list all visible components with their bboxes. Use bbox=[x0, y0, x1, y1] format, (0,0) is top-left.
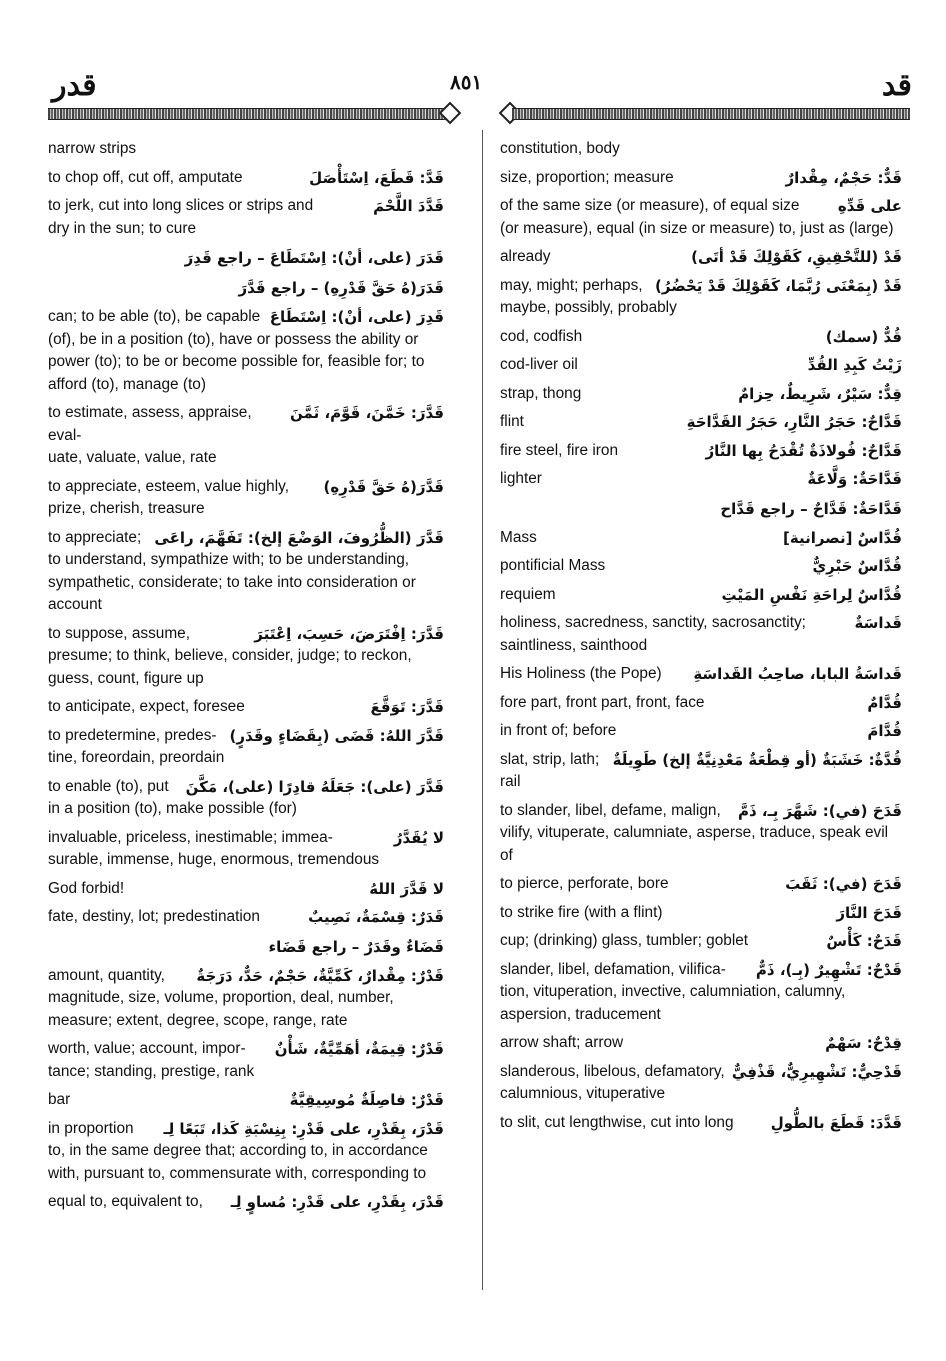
dictionary-entry bbox=[500, 584, 902, 607]
dictionary-entry bbox=[48, 1118, 444, 1141]
entry-english: of the same size (or measure), of equal size bbox=[500, 197, 800, 214]
dictionary-entry bbox=[500, 902, 902, 925]
dictionary-entry bbox=[48, 167, 444, 190]
entry-continuation: calumnious, vituperative bbox=[500, 1085, 666, 1102]
entry-english: to jerk, cut into long slices or strips and bbox=[48, 197, 314, 214]
dictionary-entry bbox=[500, 555, 902, 578]
entry-arabic: على قَدِّهِ bbox=[837, 197, 902, 215]
entry-english: can; to be able (to), be capable bbox=[48, 308, 261, 325]
dictionary-entry bbox=[48, 138, 444, 161]
entry-english: slat, strip, lath; rail bbox=[500, 750, 600, 790]
entry-arabic: قَدَّاحَةٌ: وَلَّاعَةٌ bbox=[807, 470, 902, 488]
dictionary-entry bbox=[500, 612, 902, 635]
entry-english: Mass bbox=[500, 528, 537, 546]
entry-english: arrow shaft; arrow bbox=[500, 1034, 624, 1051]
dictionary-entry bbox=[500, 720, 902, 743]
entry-arabic: قَدْ (بِمَعْنَى رُبَّمَا، كَقَوْلِكَ قَدْ يَحْضُرُ) bbox=[655, 276, 902, 295]
dictionary-entry bbox=[48, 527, 444, 550]
entry-arabic: قَداسَةٌ bbox=[854, 614, 902, 632]
entry-english: to slit, cut lengthwise, cut into long bbox=[500, 1113, 734, 1131]
dictionary-entry bbox=[48, 696, 444, 719]
dictionary-entry bbox=[500, 800, 902, 823]
entry-arabic: زَيْتُ كَبِدِ القُدِّ bbox=[807, 356, 902, 374]
entry-arabic: قُدَّامٌ bbox=[867, 693, 902, 712]
dictionary-entry bbox=[500, 959, 902, 982]
column-divider bbox=[482, 130, 483, 1290]
entry-english: fate, destiny, lot; predestination bbox=[48, 908, 260, 925]
entry-english: cod, codfish bbox=[500, 327, 583, 345]
dictionary-entry bbox=[500, 354, 902, 377]
entry-arabic: قَدٌّ: حَجْمٌ، مِقْدارٌ bbox=[785, 168, 902, 187]
header-ornament-right bbox=[512, 108, 910, 120]
entry-english: to appreciate; bbox=[48, 528, 142, 546]
entry-arabic: قُدَّامَ bbox=[867, 722, 902, 740]
header-right-word: قد bbox=[881, 69, 912, 102]
entry-arabic: قَدْرَ، بِقَدْرِ، على قَدْرِ: مُساوٍ لِـ bbox=[230, 1193, 444, 1211]
entry-english: amount, quantity, bbox=[48, 966, 165, 984]
entry-english: to predetermine, predes- bbox=[48, 726, 217, 744]
dictionary-entry bbox=[48, 906, 444, 929]
entry-arabic: قَدْحٌ: تَشْهِيرٌ (بِـ)، ذَمٌّ bbox=[755, 960, 902, 979]
dictionary-entry bbox=[500, 383, 902, 406]
entry-english: to anticipate, expect, foresee bbox=[48, 698, 245, 715]
entry-english: to pierce, perforate, bore bbox=[500, 875, 669, 892]
entry-arabic: قَدْ (للتَّحْقِيقِ، كَقَوْلِكَ قَدْ أتَى) bbox=[691, 248, 902, 266]
dictionary-entry bbox=[500, 411, 902, 434]
entry-english: slander, libel, defamation, vilifica- bbox=[500, 960, 726, 978]
dictionary-entry bbox=[48, 1191, 444, 1214]
arabic-cross-reference: قَدَرَ (على، أنْ): اِسْتَطَاعَ – راجع قَدِرَ bbox=[184, 249, 444, 267]
entry-continuation: surable, immense, huge, enormous, tremendous bbox=[48, 851, 380, 868]
entry-english: to strike fire (with a flint) bbox=[500, 903, 663, 921]
dictionary-entry bbox=[48, 1089, 444, 1112]
entry-continuation: uate, valuate, value, rate bbox=[48, 449, 217, 466]
entry-continuation: prize, cherish, treasure bbox=[48, 500, 205, 517]
dictionary-entry bbox=[500, 275, 902, 298]
entry-english: strap, thong bbox=[500, 384, 582, 402]
dictionary-entry bbox=[500, 195, 902, 218]
entry-arabic: قَدَّرَ(هُ حَقَّ قَدْرِهِ) bbox=[323, 477, 444, 496]
dictionary-entry bbox=[500, 873, 902, 896]
entry-continuation: tance; standing, prestige, rank bbox=[48, 1062, 255, 1080]
dictionary-entry bbox=[500, 468, 902, 491]
entry-english: cup; (drinking) glass, tumbler; goblet bbox=[500, 932, 749, 949]
entry-continuation: constitution, body bbox=[500, 140, 620, 157]
entry-continuation: (of), be in a position (to), have or possess the ability or power (to); to be or become possible for, feasible for; to afford (to), manage (to) bbox=[48, 330, 425, 393]
entry-english: fore part, front part, front, face bbox=[500, 693, 705, 711]
entry-arabic: قَدَّدَ اللَّحْمَ bbox=[373, 197, 444, 215]
entry-continuation: tion, vituperation, invective, calumniation, calumny, aspersion, traducement bbox=[500, 983, 846, 1023]
dictionary-entry bbox=[500, 930, 902, 953]
entry-arabic: قَداسَةُ البابا، صاحِبُ القَداسَةِ bbox=[693, 665, 902, 683]
entry-arabic: قَدْرٌ: قِيمَةٌ، أهَمِّيَّةٌ، شَأْنٌ bbox=[274, 1040, 444, 1058]
entry-arabic: قَدَحٌ: كَأْسٌ bbox=[826, 932, 902, 950]
entry-arabic: قُدَّاسٌ حَبْرِيٌّ bbox=[812, 557, 902, 575]
entry-english: holiness, sacredness, sanctity, sacrosanctity; bbox=[500, 614, 806, 631]
dictionary-entry bbox=[500, 167, 902, 190]
dictionary-entry bbox=[500, 663, 902, 686]
entry-english: fire steel, fire iron bbox=[500, 441, 619, 459]
entry-arabic: قُدٌّ (سمك) bbox=[825, 327, 902, 346]
entry-english: size, proportion; measure bbox=[500, 168, 674, 186]
entry-arabic: قِدْحٌ: سَهْمٌ bbox=[825, 1034, 902, 1052]
dictionary-entry bbox=[500, 527, 902, 550]
entry-arabic: قَدَّرَ: خَمَّنَ، قَوَّمَ، ثَمَّنَ bbox=[290, 404, 444, 422]
entry-continuation: to, in the same degree that; according to, in accordance with, pursuant to, commensurate with, corresponding to bbox=[48, 1142, 428, 1182]
dictionary-entry bbox=[48, 402, 444, 447]
entry-arabic: قَدَحَ النَّارَ bbox=[836, 903, 902, 922]
entry-arabic: قُدَّاسٌ لِراحَةِ نَفْسِ المَيْتِ bbox=[721, 585, 902, 604]
entry-english: to enable (to), put bbox=[48, 777, 169, 795]
entry-arabic: قَدِرَ (على، أنْ): اِسْتَطَاعَ bbox=[269, 308, 444, 326]
entry-continuation: in a position (to), make possible (for) bbox=[48, 800, 297, 817]
entry-arabic: قَدَّدَ: قَطَعَ بالطُّولِ bbox=[770, 1113, 902, 1132]
arabic-cross-reference: قَدَرَ(هُ حَقَّ قَدْرِهِ) – راجع قَدَّرَ bbox=[238, 279, 444, 297]
entry-continuation: vilify, vituperate, calumniate, asperse, traduce, speak evil of bbox=[500, 824, 889, 864]
entry-arabic: قَدَّرَ اللهُ: قَضَى (بِقَضَاءٍ وقَدَرٍ) bbox=[229, 726, 444, 745]
dictionary-entry bbox=[500, 1061, 902, 1084]
entry-english: to appreciate, esteem, value highly, bbox=[48, 477, 289, 495]
dictionary-entry bbox=[500, 1112, 902, 1135]
entry-arabic: قَدَرٌ: قِسْمَةٌ، نَصِيبٌ bbox=[308, 908, 444, 926]
entry-english: to estimate, assess, appraise, eval- bbox=[48, 404, 252, 444]
entry-arabic: قُدَّةٌ: خَشَبَةٌ (أو قِطْعَةٌ مَعْدِنِيَّةٌ إلخ) طَوِيلَةٌ bbox=[612, 750, 902, 769]
header-left-word: قدر bbox=[52, 69, 97, 102]
entry-arabic: قَدَحَ (في): ثَقَبَ bbox=[785, 875, 902, 893]
dictionary-entry bbox=[48, 623, 444, 646]
entry-arabic: قَدَّاحٌ: فُولاذَةٌ تُقْدَحُ بِها النَّارُ bbox=[705, 441, 902, 460]
entry-continuation: to understand, sympathize with; to be understanding, sympathetic, considerate; to take into consideration or account bbox=[48, 551, 416, 613]
entry-english: in front of; before bbox=[500, 722, 617, 739]
arabic-cross-reference: قَضَاءٌ وقَدَرٌ – راجع قَضَاء bbox=[268, 937, 444, 956]
entry-english: to chop off, cut off, amputate bbox=[48, 168, 243, 186]
entry-english: God forbid! bbox=[48, 879, 125, 897]
entry-arabic: قَدَحَ (في): شَهَّرَ بِـ، ذَمَّ bbox=[737, 801, 902, 820]
entry-english: already bbox=[500, 248, 551, 265]
entry-arabic: قَدَّرَ (الظُّرُوفَ، الوَضْعَ إلخ): تَفَهَّمَ، راعَى bbox=[154, 528, 444, 547]
entry-english: to slander, libel, defame, malign, bbox=[500, 801, 721, 819]
entry-continuation: dry in the sun; to cure bbox=[48, 219, 196, 237]
entry-arabic: قِدٌّ: سَيْرٌ، شَرِيطٌ، حِزامٌ bbox=[738, 384, 902, 403]
entry-english: slanderous, libelous, defamatory, bbox=[500, 1062, 725, 1080]
right-column bbox=[500, 138, 902, 1134]
entry-continuation: tine, foreordain, preordain bbox=[48, 749, 225, 766]
entry-arabic: لا يُقَدَّرُ bbox=[393, 828, 444, 847]
dictionary-entry bbox=[48, 827, 444, 850]
dictionary-entry bbox=[48, 878, 444, 901]
entry-continuation: presume; to think, believe, consider, judge; to reckon, guess, count, figure up bbox=[48, 647, 412, 687]
dictionary-entry bbox=[48, 965, 444, 988]
dictionary-entry bbox=[48, 776, 444, 799]
entry-arabic: قَدَّرَ (على): جَعَلَهُ قادِرًا (على)، مَكَّنَ bbox=[185, 777, 444, 796]
entry-english: pontificial Mass bbox=[500, 557, 606, 574]
ornament-diamond-left bbox=[439, 102, 462, 125]
page-number: ٨٥١ bbox=[450, 72, 483, 94]
entry-english: lighter bbox=[500, 470, 542, 487]
dictionary-entry bbox=[500, 440, 902, 463]
entry-arabic: قَدْرَ، بِقَدْرِ، على قَدْرِ: بِنِسْبَةِ كَذا، تَبَعًا لِـ bbox=[163, 1119, 444, 1138]
dictionary-entry bbox=[500, 749, 902, 794]
dictionary-entry bbox=[48, 306, 444, 329]
entry-english: in proportion bbox=[48, 1119, 134, 1137]
entry-arabic: قَدَّ: قَطَعَ، اِسْتَأْصَلَ bbox=[309, 168, 444, 187]
entry-arabic: قَدْرٌ: مِقْدارٌ، كَمِّيَّةٌ، حَجْمٌ، حَدٌّ، دَرَجَةٌ bbox=[196, 966, 444, 985]
entry-english: requiem bbox=[500, 585, 556, 603]
entry-english: His Holiness (the Pope) bbox=[500, 665, 662, 682]
entry-arabic: قَدْرٌ: فاصِلَةٌ مُوسِيقِيَّةٌ bbox=[289, 1091, 444, 1109]
dictionary-entry bbox=[500, 1032, 902, 1055]
dictionary-entry bbox=[500, 246, 902, 269]
dictionary-entry bbox=[48, 476, 444, 499]
entry-english: cod-liver oil bbox=[500, 356, 578, 373]
dictionary-entry bbox=[48, 725, 444, 748]
entry-continuation: saintliness, sainthood bbox=[500, 636, 648, 654]
entry-english: bar bbox=[48, 1091, 71, 1108]
entry-english: equal to, equivalent to, bbox=[48, 1193, 203, 1210]
entry-english: to suppose, assume, bbox=[48, 624, 191, 642]
entry-english: worth, value; account, impor- bbox=[48, 1040, 246, 1057]
header-ornament-left bbox=[48, 108, 446, 120]
entry-continuation: maybe, possibly, probably bbox=[500, 299, 677, 316]
entry-english: may, might; perhaps, bbox=[500, 276, 643, 294]
entry-english: flint bbox=[500, 413, 524, 430]
entry-arabic: قَدَّرَ: تَوَقَّعَ bbox=[370, 698, 444, 716]
entry-arabic: قُدَّاسٌ [نصرانية] bbox=[783, 528, 902, 547]
entry-arabic: قَدَّاحٌ: حَجَرُ النَّارِ، حَجَرُ القَدَّاحَةِ bbox=[686, 413, 902, 431]
dictionary-entry bbox=[48, 1038, 444, 1061]
entry-arabic: قَدْحِيٌّ: تَشْهِيرِيٌّ، قَذْفِيٌّ bbox=[731, 1062, 902, 1081]
arabic-cross-reference: قَدَّاحَةٌ: قَدَّاحٌ – راجع قَدَّاح bbox=[720, 499, 902, 518]
entry-english: invaluable, priceless, inestimable; immea- bbox=[48, 828, 333, 846]
entry-continuation: magnitude, size, volume, proportion, deal, number, measure; extent, degree, scope, range, rate bbox=[48, 989, 394, 1029]
dictionary-entry bbox=[48, 195, 444, 218]
entry-continuation: (or measure), equal (in size or measure) to, just as (large) bbox=[500, 219, 894, 237]
dictionary-entry bbox=[500, 692, 902, 715]
entry-arabic: لا قَدَّرَ اللهُ bbox=[369, 879, 444, 898]
entry-arabic: قَدَّرَ: اِفْتَرَضَ، حَسِبَ، اِعْتَبَرَ bbox=[254, 624, 444, 643]
entry-english: narrow strips bbox=[48, 140, 137, 157]
left-column bbox=[48, 138, 444, 1214]
dictionary-entry bbox=[500, 326, 902, 349]
